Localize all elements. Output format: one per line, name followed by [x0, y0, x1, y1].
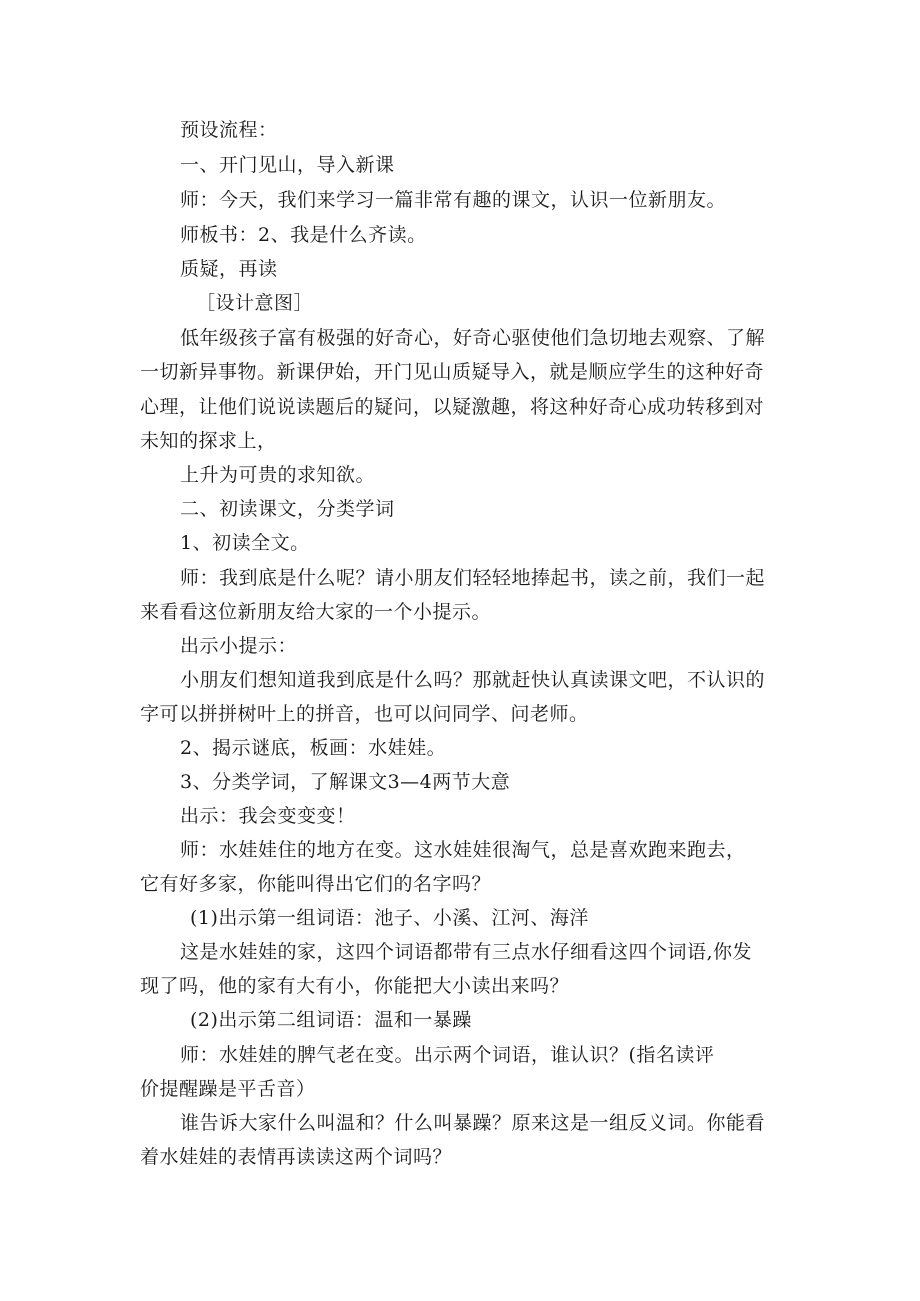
text-line: 一切新异事物。新课伊始，开门见山质疑导入，就是顺应学生的这种好奇 — [140, 361, 765, 383]
text-line: 来看看这位新朋友给大家的一个小提示。 — [140, 601, 492, 623]
text-line: 3、分类学词，了解课文3—4两节大意 — [180, 771, 511, 793]
text-line: 心理，让他们说说读题后的疑问，以疑激趣，将这种好奇心成功转移到对 — [140, 396, 765, 418]
text-line: (1)出示第一组词语：池子、小溪、江河、海洋 — [190, 907, 589, 929]
text-line: 出示：我会变变变！ — [180, 805, 356, 827]
text-line: 师：水娃娃的脾气老在变。出示两个词语，谁认识？(指名读评 — [180, 1044, 715, 1066]
text-line: 它有好多家，你能叫得出它们的名字吗？ — [140, 873, 492, 895]
text-line: 现了吗，他的家有大有小，你能把大小读出来吗？ — [140, 975, 570, 997]
text-line: 这是水娃娃的家，这四个词语都带有三点水仔细看这四个词语,你发 — [180, 941, 753, 963]
text-line: ［设计意图］ — [196, 292, 314, 314]
text-line: 师：水娃娃住的地方在变。这水娃娃很淘气，总是喜欢跑来跑去， — [180, 839, 746, 861]
text-line: 价提醒躁是平舌音） — [140, 1078, 316, 1100]
text-line: 二、初读课文，分类学词 — [180, 498, 395, 520]
text-line: 出示小提示： — [180, 635, 298, 657]
text-line: 着水娃娃的表情再读读这两个词吗？ — [140, 1146, 453, 1168]
text-line: 师：今天，我们来学习一篇非常有趣的课文，认识一位新朋友。 — [180, 189, 727, 211]
text-line: 小朋友们想知道我到底是什么吗？那就赶快认真读课文吧，不认识的 — [180, 669, 766, 691]
text-line: 1、初读全文。 — [180, 532, 310, 554]
text-line: 谁告诉大家什么叫温和？什么叫暴躁？原来这是一组反义词。你能看 — [180, 1112, 766, 1134]
text-line: 未知的探求上， — [140, 430, 277, 452]
text-line: 上升为可贵的求知欲。 — [180, 464, 376, 486]
text-line: 质疑，再读 — [180, 258, 278, 280]
text-line: 低年级孩子富有极强的好奇心，好奇心驱使他们急切地去观察、了解 — [180, 327, 766, 349]
text-line: (2)出示第二组词语：温和一暴躁 — [190, 1009, 472, 1031]
text-line: 师：我到底是什么呢？请小朋友们轻轻地捧起书，读之前，我们一起 — [180, 567, 766, 589]
text-line: 2、揭示谜底，板画：水娃娃。 — [180, 737, 447, 759]
text-line: 师板书：2、我是什么齐读。 — [180, 224, 427, 246]
text-line: 一、开门见山，导入新课 — [180, 154, 395, 176]
text-line: 字可以拼拼树叶上的拼音，也可以问同学、问老师。 — [140, 703, 589, 725]
text-line: 预设流程： — [180, 119, 278, 141]
